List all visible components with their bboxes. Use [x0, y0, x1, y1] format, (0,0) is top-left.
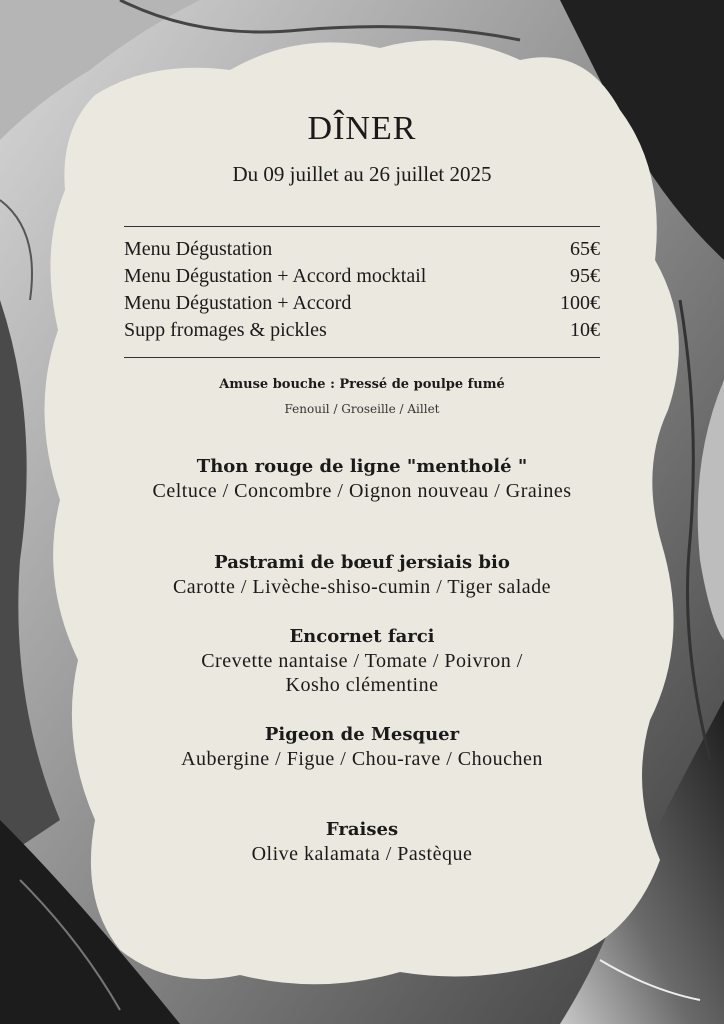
dish-fraises: [0, 818, 724, 866]
dish-name: Thon rouge de ligne "mentholé ": [196, 456, 528, 477]
dish-pigeon: [0, 723, 724, 771]
price-label: Menu Dégustation: [124, 238, 273, 260]
menu-title: DÎNER: [307, 110, 417, 147]
dish-desc: Carotte / Livèche-shiso-cumin / Tiger salade: [172, 576, 552, 598]
dish-name: Pastrami de bœuf jersiais bio: [214, 552, 510, 573]
dish-desc: Celtuce / Concombre / Oignon nouveau / Graines: [152, 480, 572, 502]
amuse-bouche-title: Amuse bouche : Pressé de poulpe fumé: [219, 377, 505, 392]
dish-desc: Aubergine / Figue / Chou-rave / Chouchen: [181, 748, 543, 770]
price-list: [124, 238, 600, 346]
dish-pastrami: [0, 551, 724, 599]
divider-top: [124, 226, 600, 227]
price-label: Menu Dégustation + Accord: [124, 292, 352, 314]
dish-name: Fraises: [325, 819, 399, 840]
dish-encornet: [0, 625, 724, 697]
dish-desc: Olive kalamata / Pastèque: [251, 843, 473, 865]
price-value: 10€: [570, 319, 600, 341]
divider-bottom: [124, 357, 600, 358]
dish-name: Encornet farci: [289, 626, 435, 647]
price-value: 100€: [560, 292, 600, 314]
price-row: [124, 319, 600, 346]
menu-dates: Du 09 juillet au 26 juillet 2025: [232, 162, 492, 186]
price-row: [124, 265, 600, 292]
price-row: [124, 238, 600, 265]
price-value: 95€: [570, 265, 600, 287]
price-value: 65€: [570, 238, 600, 260]
dish-thon: [0, 455, 724, 503]
price-row: [124, 292, 600, 319]
dish-name: Pigeon de Mesquer: [264, 724, 460, 745]
dish-desc: Crevette nantaise / Tomate / Poivron /: [201, 650, 523, 672]
price-label: Supp fromages & pickles: [124, 319, 327, 341]
price-label: Menu Dégustation + Accord mocktail: [124, 265, 427, 287]
dish-desc-line2: Kosho clémentine: [285, 674, 439, 696]
amuse-bouche-desc: Fenouil / Groseille / Aillet: [284, 402, 440, 416]
